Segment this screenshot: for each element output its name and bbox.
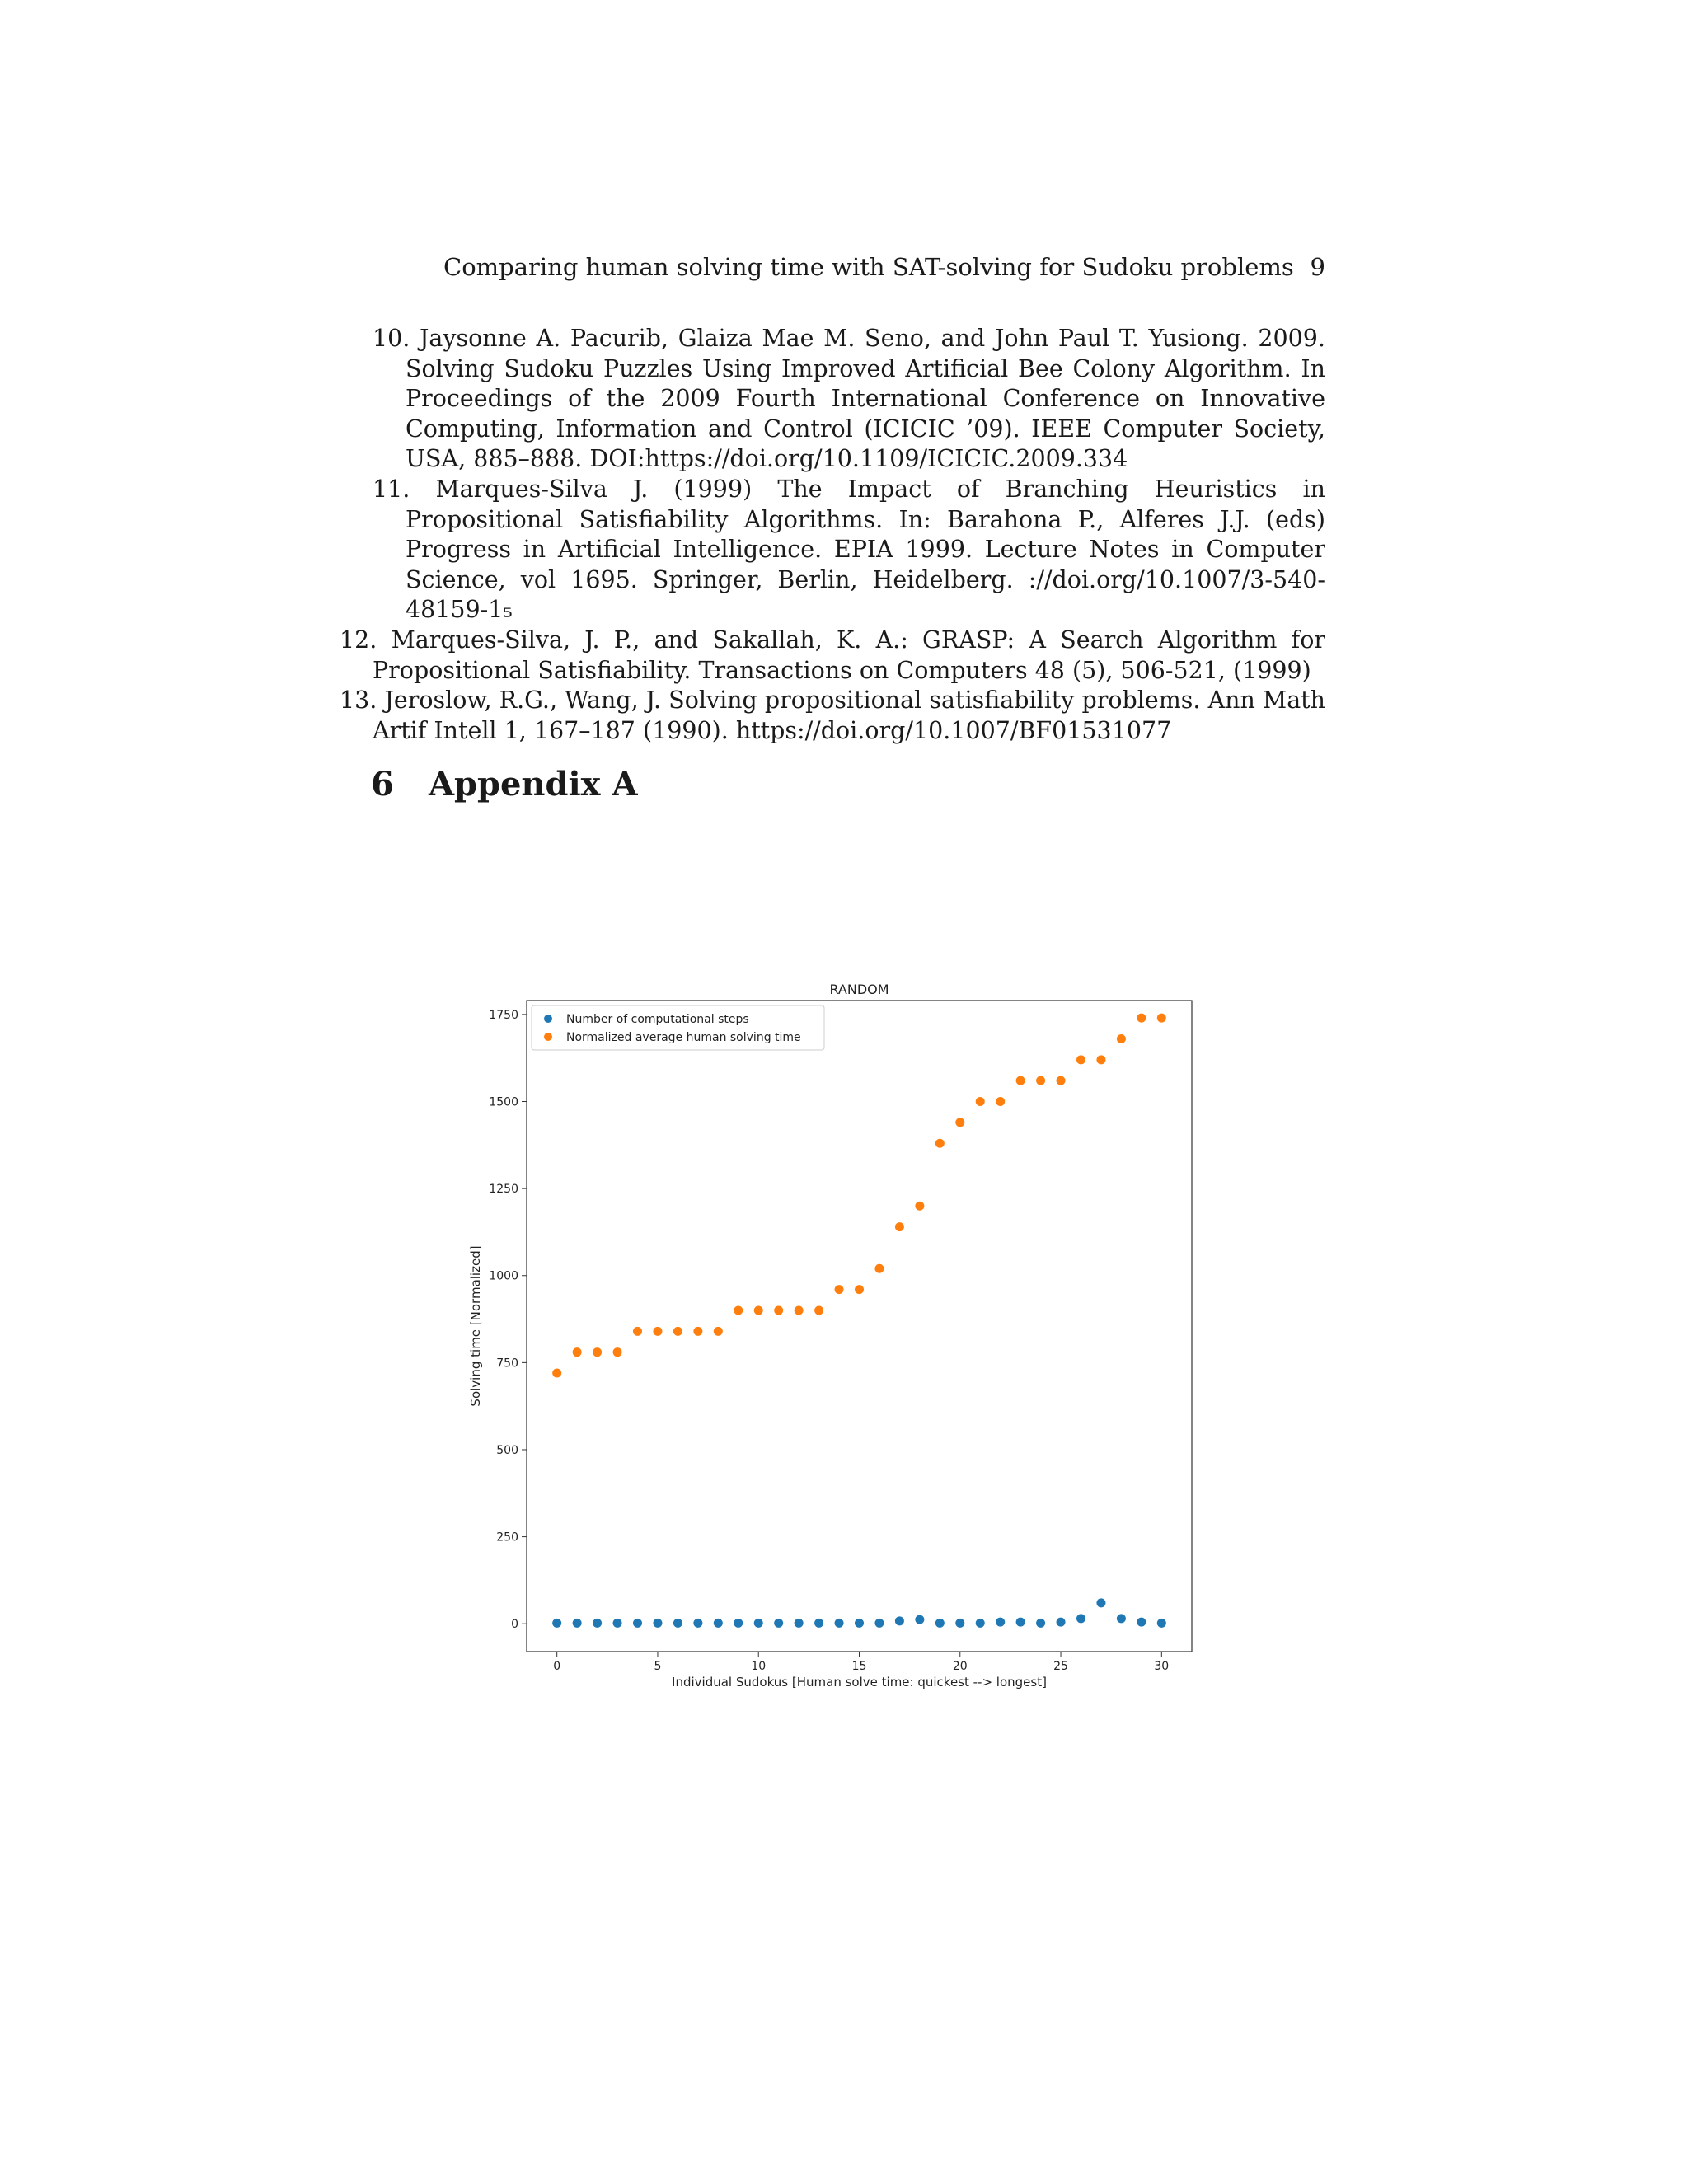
data-point-series-2: [734, 1305, 743, 1315]
reference-text: Jeroslow, R.G., Wang, J. Solving propositional satisfiability problems. Ann Math Artif Intell 1, 167–187 (1990). https://doi.org/10.1007/BF01531077: [373, 687, 1325, 744]
y-tick-label: 1250: [489, 1183, 518, 1197]
scatter-chart: [458, 972, 1200, 1698]
reference-item: [333, 626, 1325, 686]
page-number: 9: [1310, 253, 1325, 281]
data-point-series-1: [976, 1619, 985, 1628]
section-number: 6: [371, 765, 394, 804]
data-point-series-2: [573, 1347, 582, 1357]
data-point-series-2: [795, 1305, 804, 1315]
data-point-series-2: [633, 1327, 642, 1336]
reference-item: [333, 686, 1325, 746]
data-point-series-1: [653, 1619, 662, 1628]
data-point-series-2: [1157, 1014, 1166, 1023]
data-point-series-2: [976, 1097, 985, 1106]
x-tick-label: 5: [654, 1660, 662, 1673]
y-tick-label: 1500: [489, 1095, 518, 1109]
y-tick-label: 0: [511, 1618, 518, 1632]
data-point-series-1: [1157, 1619, 1166, 1628]
x-tick-label: 10: [751, 1660, 767, 1673]
x-tick-label: 0: [553, 1660, 561, 1673]
data-point-series-2: [774, 1305, 783, 1315]
data-point-series-2: [1137, 1014, 1146, 1023]
data-point-series-1: [774, 1619, 783, 1628]
data-point-series-2: [1096, 1055, 1105, 1064]
running-title: Comparing human solving time with SAT-solving for Sudoku problems: [443, 253, 1294, 281]
data-point-series-2: [653, 1327, 662, 1336]
chart-title: RANDOM: [829, 982, 889, 997]
data-point-series-1: [1076, 1614, 1085, 1623]
data-point-series-2: [1016, 1076, 1025, 1085]
data-point-series-1: [593, 1619, 602, 1628]
legend-marker: [544, 1015, 552, 1023]
reference-item: [333, 475, 1325, 626]
reference-label: 10.: [373, 325, 410, 352]
data-point-series-1: [552, 1619, 561, 1628]
y-axis-label: Solving time [Normalized]: [468, 1245, 483, 1407]
data-point-series-2: [1036, 1076, 1045, 1085]
reference-item: [333, 324, 1325, 475]
section-title: Appendix A: [429, 765, 638, 804]
data-point-series-2: [693, 1327, 702, 1336]
data-point-series-2: [1117, 1034, 1126, 1043]
y-tick-label: 750: [496, 1357, 518, 1371]
running-header: [443, 252, 1325, 282]
data-point-series-1: [1096, 1598, 1105, 1607]
y-tick-label: 500: [496, 1443, 518, 1457]
section-heading: [371, 765, 637, 804]
data-point-series-1: [1137, 1618, 1146, 1627]
data-point-series-1: [835, 1619, 844, 1628]
plot-frame: [527, 1001, 1192, 1652]
data-point-series-1: [915, 1615, 924, 1624]
data-point-series-1: [814, 1619, 823, 1628]
reference-label: 12.: [340, 626, 377, 654]
data-point-series-2: [915, 1202, 924, 1211]
data-point-series-1: [1016, 1618, 1025, 1627]
data-point-series-1: [714, 1619, 723, 1628]
reference-label: 11.: [373, 475, 410, 503]
data-point-series-2: [552, 1369, 561, 1378]
data-point-series-2: [895, 1222, 904, 1231]
y-tick-label: 1750: [489, 1008, 518, 1022]
data-point-series-2: [1057, 1076, 1066, 1085]
x-axis-label: Individual Sudokus [Human solve time: quickest --> longest]: [672, 1675, 1047, 1690]
data-point-series-1: [955, 1619, 964, 1628]
data-point-series-2: [714, 1327, 723, 1336]
data-point-series-1: [754, 1619, 763, 1628]
data-point-series-1: [673, 1619, 682, 1628]
data-point-series-1: [855, 1619, 864, 1628]
data-point-series-2: [673, 1327, 682, 1336]
x-tick-label: 20: [952, 1660, 968, 1673]
legend-label: Number of computational steps: [566, 1013, 749, 1026]
data-point-series-2: [955, 1118, 964, 1127]
data-point-series-1: [1057, 1618, 1066, 1627]
x-tick-label: 25: [1053, 1660, 1068, 1673]
data-point-series-2: [874, 1264, 884, 1273]
data-point-series-1: [1036, 1619, 1045, 1628]
legend-label: Normalized average human solving time: [566, 1031, 801, 1044]
legend-marker: [544, 1033, 552, 1041]
x-tick-label: 15: [851, 1660, 867, 1673]
data-point-series-1: [996, 1618, 1005, 1627]
data-point-series-1: [1117, 1614, 1126, 1623]
data-point-series-2: [996, 1097, 1005, 1106]
reference-text: Marques-Silva, J. P., and Sakallah, K. A.: GRASP: A Search Algorithm for Propositional Satisfiability. Transactions on Computers 48 (5), 506-521, (1999): [373, 626, 1326, 684]
data-point-series-2: [754, 1305, 763, 1315]
data-point-series-1: [573, 1619, 582, 1628]
data-point-series-1: [734, 1619, 743, 1628]
data-point-series-1: [935, 1619, 945, 1628]
data-point-series-2: [855, 1285, 864, 1294]
y-tick-label: 1000: [489, 1269, 518, 1283]
data-point-series-2: [593, 1347, 602, 1357]
data-point-series-1: [874, 1619, 884, 1628]
reference-label: 13.: [340, 687, 377, 715]
data-point-series-1: [633, 1619, 642, 1628]
data-point-series-1: [613, 1619, 622, 1628]
x-tick-label: 30: [1154, 1660, 1170, 1673]
reference-text: Marques-Silva J. (1999) The Impact of Branching Heuristics in Propositional Satisfiability Algorithms. In: Barahona P., Alferes J.J. (eds) Progress in Artificial Intelligence. EPIA 1999. Lecture Notes in Computer Science, vol 1695. Springer, Berlin, Heidelberg. ://doi.org/10.1007/3-540-48159-1₅: [406, 475, 1325, 624]
data-point-series-2: [613, 1347, 622, 1357]
data-point-series-1: [795, 1619, 804, 1628]
y-tick-label: 250: [496, 1530, 518, 1544]
data-point-series-2: [935, 1139, 945, 1148]
data-point-series-2: [814, 1305, 823, 1315]
reference-text: Jaysonne A. Pacurib, Glaiza Mae M. Seno, and John Paul T. Yusiong. 2009. Solving Sudoku Puzzles Using Improved Artificial Bee Colony Algorithm. In Proceedings of the 2009 Fourth International Conference on Innovative Computing, Information and Control (ICICIC ’09). IEEE Computer Society, USA, 885–888. DOI:https://doi.org/10.1109/ICICIC.2009.334: [406, 325, 1325, 473]
data-point-series-1: [693, 1619, 702, 1628]
data-point-series-1: [895, 1616, 904, 1625]
reference-list: [333, 324, 1325, 746]
data-point-series-2: [835, 1285, 844, 1294]
data-point-series-2: [1076, 1055, 1085, 1064]
